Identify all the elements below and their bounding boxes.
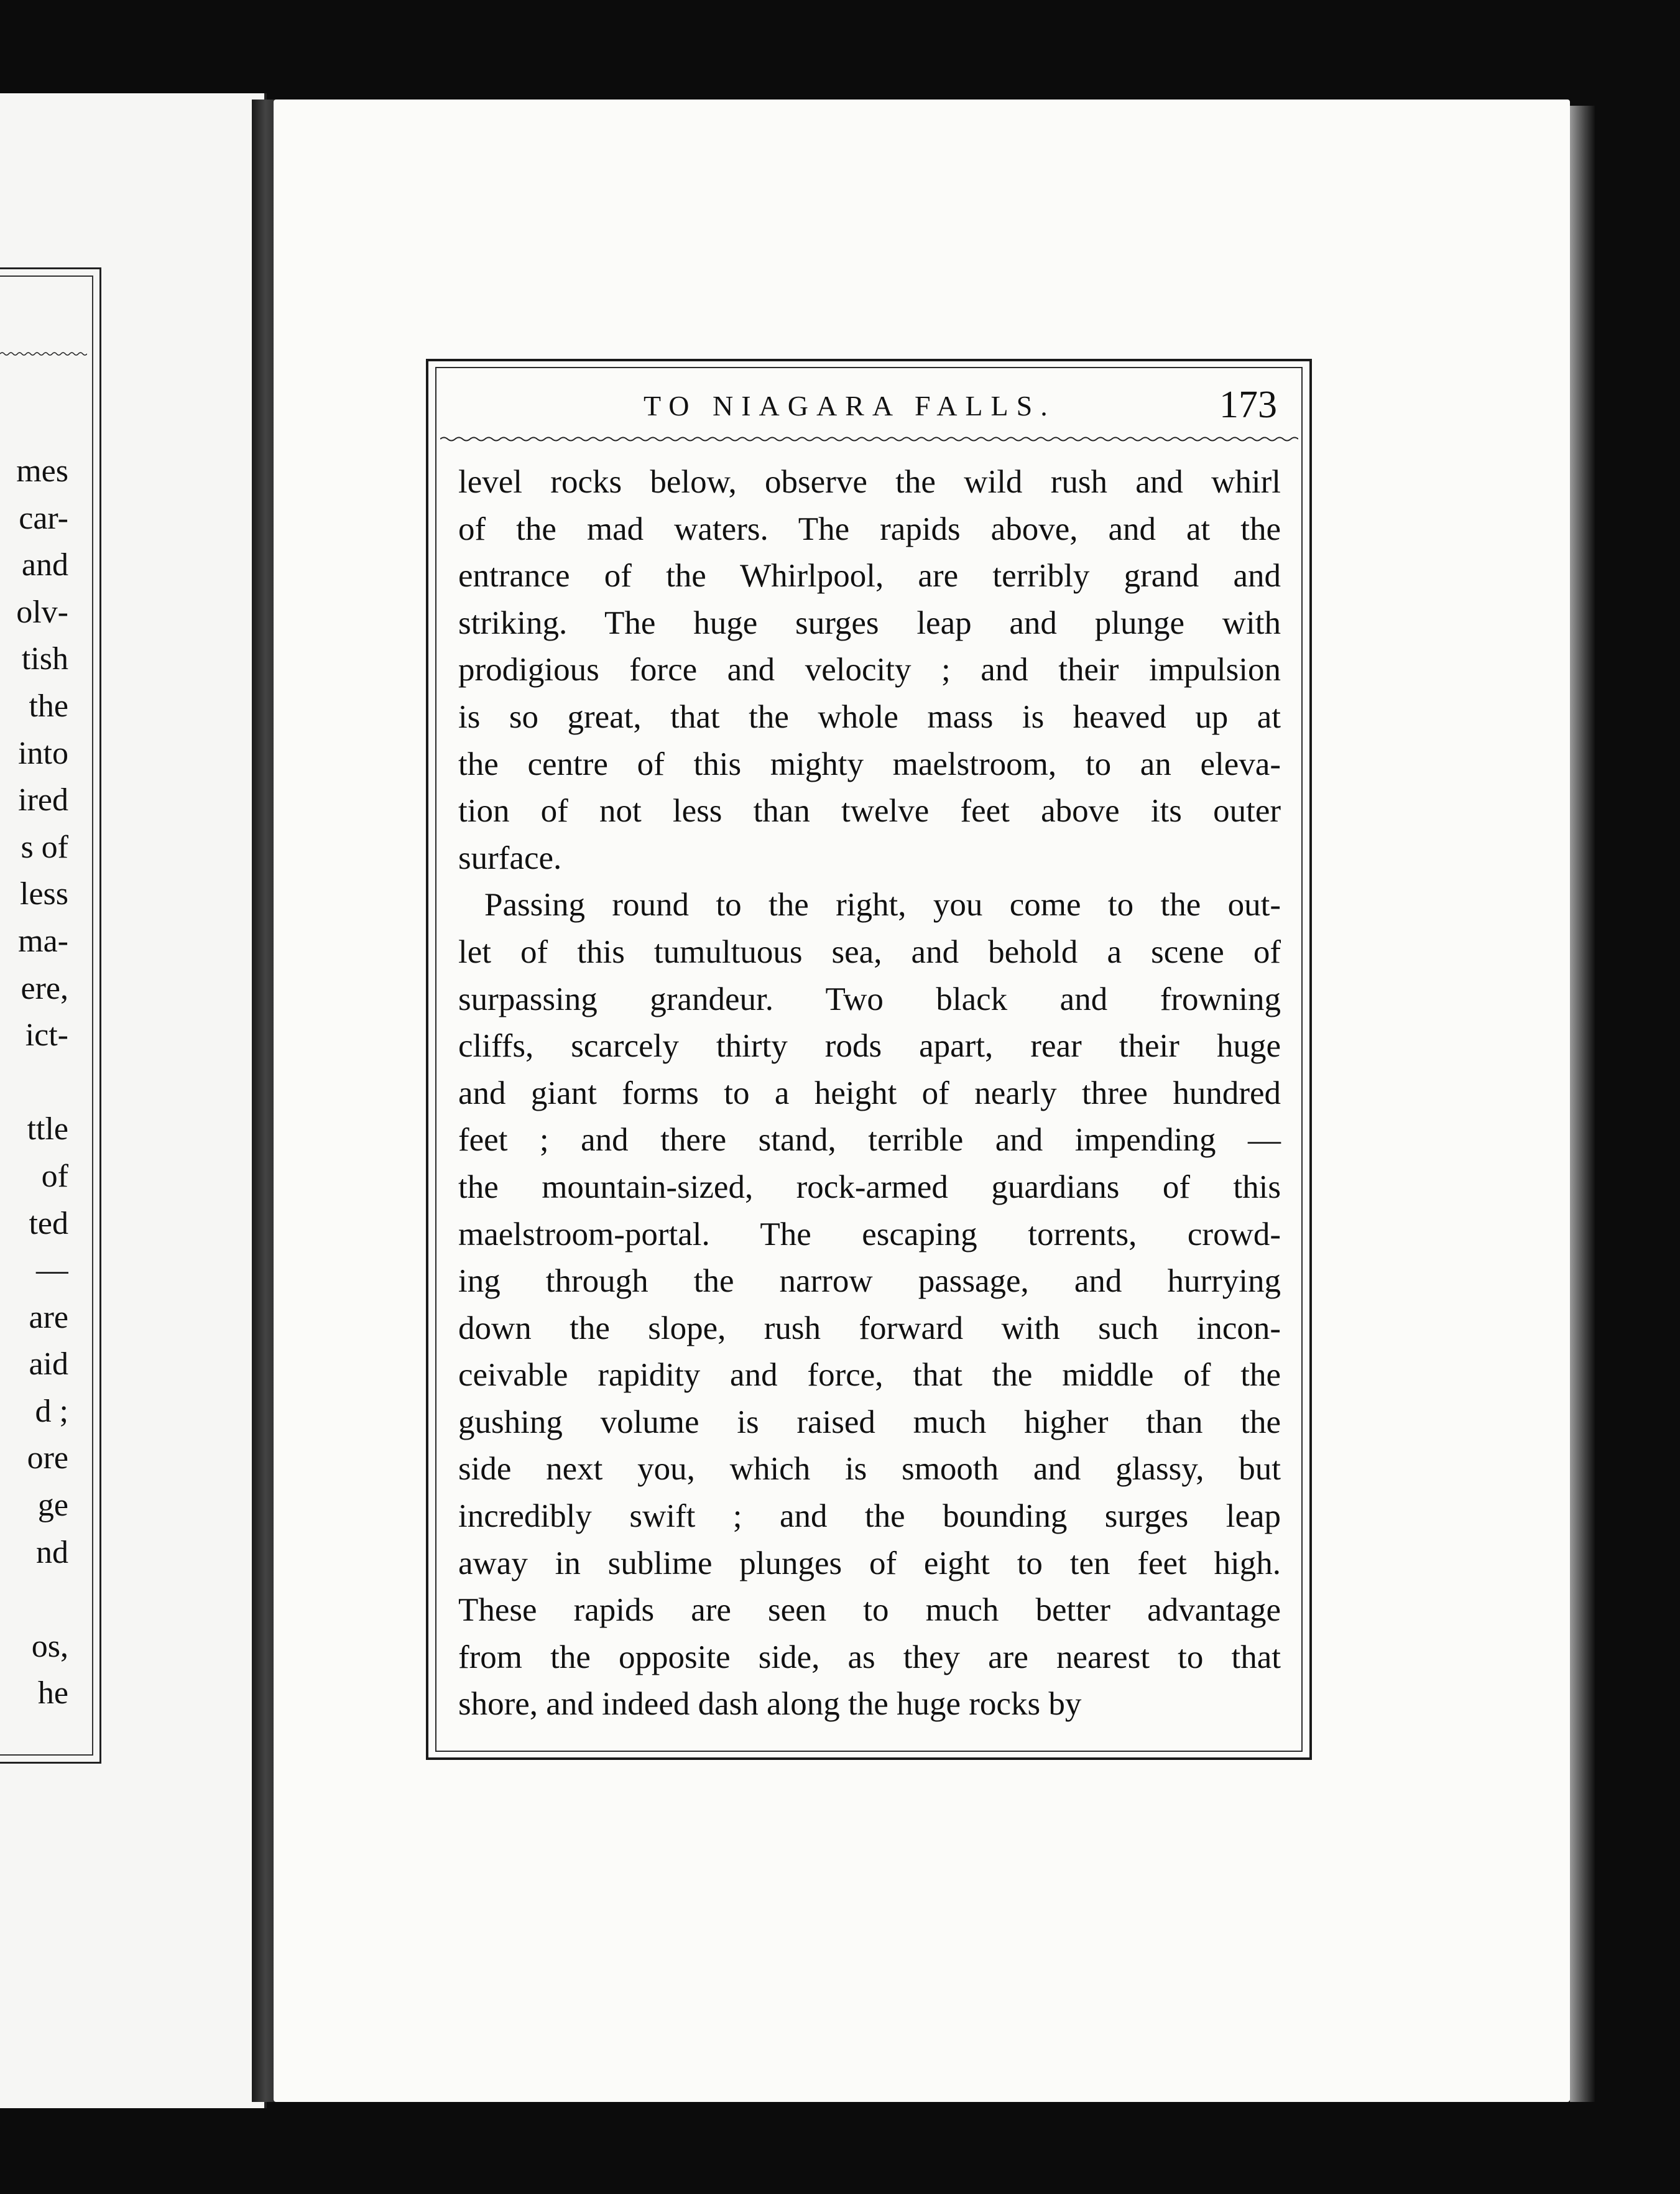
left-wavy-rule (0, 351, 87, 356)
left-text-fragment: mes (16, 453, 68, 489)
left-text-fragment: nd (36, 1534, 68, 1570)
text-line: prodigious force and velocity ; and their impulsion (458, 652, 1281, 688)
body-text (458, 459, 1281, 1728)
left-text-fragment: ted (29, 1205, 68, 1241)
text-line: let of this tumultuous sea, and behold a scene of (458, 933, 1281, 970)
text-line: ing through the narrow passage, and hurrying (458, 1263, 1281, 1300)
left-text-fragment: aid (29, 1346, 68, 1382)
text-line: away in sublime plunges of eight to ten feet high. (458, 1545, 1281, 1581)
text-line: cliffs, scarcely thirty rods apart, rear their huge (458, 1028, 1281, 1065)
text-line: shore, and indeed dash along the huge rocks by (458, 1686, 1082, 1723)
text-line: gushing volume is raised much higher than the (458, 1404, 1281, 1440)
left-text-fragment: into (18, 735, 68, 771)
left-text-fragment: ict- (25, 1017, 68, 1053)
page-edge (1570, 106, 1595, 2102)
text-line: These rapids are seen to much better advantage (458, 1592, 1281, 1629)
left-text-fragment: the (29, 688, 68, 724)
text-line: tion of not less than twelve feet above its outer (458, 793, 1281, 830)
left-text-fragment: d ; (35, 1393, 68, 1429)
wavy-rule (440, 435, 1298, 443)
left-text-fragment: s of (21, 829, 68, 865)
text-line: the mountain-sized, rock-armed guardians of this (458, 1169, 1281, 1205)
left-text-fragment: ired (18, 782, 68, 818)
text-line: side next you, which is smooth and glassy, but (458, 1451, 1281, 1488)
text-line: ceivable rapidity and force, that the middle of the (458, 1357, 1281, 1394)
left-text-fragment: os, (31, 1628, 68, 1664)
left-text-fragment: car- (19, 500, 68, 536)
text-line: the centre of this mighty maelstroom, to an eleva- (458, 746, 1281, 782)
text-line: surface. (458, 840, 562, 876)
left-text-fragment (0, 1576, 68, 1623)
left-text-fragment: ma- (18, 923, 68, 959)
text-line: feet ; and there stand, terrible and impending — (458, 1122, 1281, 1159)
scan-background (0, 2108, 1680, 2194)
running-head-title: TO NIAGARA FALLS. (644, 390, 1056, 422)
left-text-fragment: and (21, 547, 68, 583)
left-text-fragment: ttle (27, 1111, 68, 1147)
left-text-fragment: olv- (16, 594, 68, 630)
left-text-fragment: are (29, 1299, 68, 1335)
text-line: of the mad waters. The rapids above, and at the (458, 511, 1281, 547)
text-line: and giant forms to a height of nearly three hundred (458, 1075, 1281, 1111)
left-text-fragment (0, 1059, 68, 1106)
text-line: entrance of the Whirlpool, are terribly grand and (458, 558, 1281, 595)
text-line: Passing round to the right, you come to the out- (484, 887, 1281, 923)
left-text-fragment: ore (27, 1440, 68, 1476)
text-line: from the opposite side, as they are nearest to that (458, 1639, 1281, 1675)
text-line: maelstroom-portal. The escaping torrents, crowd- (458, 1216, 1281, 1252)
text-line: incredibly swift ; and the bounding surges leap (458, 1498, 1281, 1535)
left-text-fragment: — (36, 1252, 68, 1289)
text-line: striking. The huge surges leap and plunge with (458, 604, 1281, 641)
text-line: is so great, that the whole mass is heaved up at (458, 698, 1281, 735)
left-page-text-fragments (0, 448, 68, 1717)
left-text-fragment: tish (21, 641, 68, 677)
left-text-fragment: less (20, 876, 68, 912)
running-head (435, 378, 1275, 434)
left-text-fragment: of (41, 1158, 68, 1194)
text-line: surpassing grandeur. Two black and frowning (458, 981, 1281, 1017)
page-number: 173 (1219, 384, 1277, 426)
left-text-fragment: ere, (21, 970, 68, 1006)
left-text-fragment: he (37, 1675, 68, 1711)
text-line: down the slope, rush forward with such incon- (458, 1310, 1281, 1346)
left-text-fragment: ge (37, 1488, 68, 1524)
text-line: level rocks below, observe the wild rush and whirl (458, 464, 1281, 500)
